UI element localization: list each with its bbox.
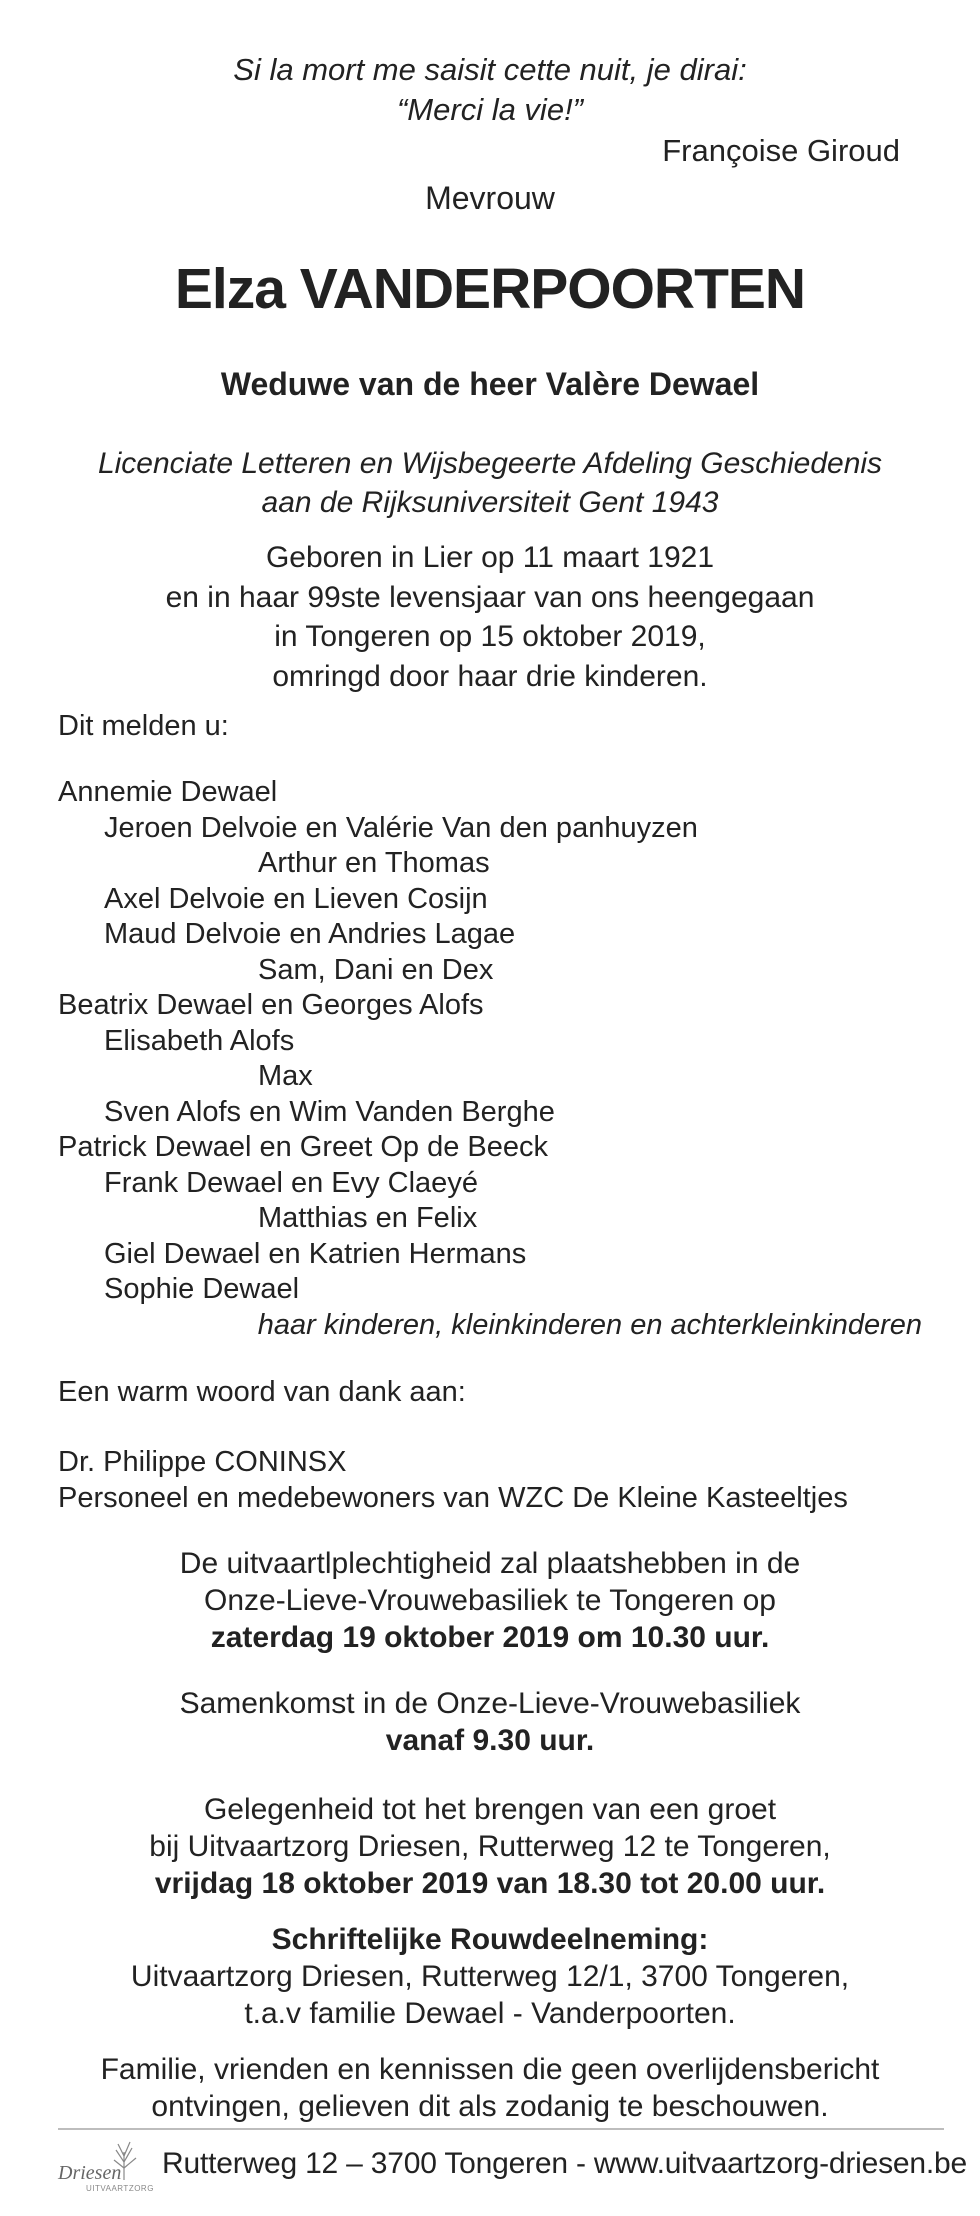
family-member: Patrick Dewael en Greet Op de Beeck	[58, 1131, 549, 1163]
family-member: Sophie Dewael	[104, 1273, 300, 1305]
birth-death-text	[0, 538, 980, 696]
family-list	[58, 775, 922, 1343]
quote-line-1: Si la mort me saisit cette nuit, je dirai:	[233, 52, 747, 87]
widow-line: Weduwe van de heer Valère Dewael	[220, 366, 760, 402]
thanks-intro: Een warm woord van dank aan:	[58, 1376, 466, 1408]
quote-author: Françoise Giroud	[662, 132, 900, 168]
family-closing: haar kinderen, kleinkinderen en achterkleinkinderen	[257, 1308, 922, 1341]
family-member: Arthur en Thomas	[258, 847, 490, 879]
ceremony-info	[0, 1546, 980, 1657]
announce-intro: Dit melden u:	[58, 710, 229, 742]
gathering-info	[0, 1686, 980, 1760]
born-line-2: en in haar 99ste levensjaar van ons heengegaan	[165, 580, 815, 614]
ceremony-line-1: De uitvaartlplechtigheid zal plaatshebben in de	[179, 1547, 801, 1580]
born-line-4: omringd door haar drie kinderen.	[272, 659, 708, 693]
viewing-line-1: Gelegenheid tot het brengen van een groet	[203, 1793, 777, 1826]
viewing-date: vrijdag 18 oktober 2019 van 18.30 tot 20.00 uur.	[154, 1866, 826, 1900]
family-member: Jeroen Delvoie en Valérie Van den panhuyzen	[104, 811, 698, 844]
notice-line-2: ontvingen, gelieven dit als zodanig te beschouwen.	[151, 2089, 829, 2123]
family-member: Sam, Dani en Dex	[258, 953, 494, 986]
family-member: Frank Dewael en Evy Claeyé	[104, 1166, 478, 1199]
family-member: Maud Delvoie en Andries Lagae	[104, 918, 516, 950]
footer-divider	[58, 2128, 944, 2130]
family-member: Axel Delvoie en Lieven Cosijn	[104, 882, 488, 915]
degree-line-1: Licenciate Letteren en Wijsbegeerte Afdeling Geschiedenis	[97, 447, 883, 480]
viewing-line-2: bij Uitvaartzorg Driesen, Rutterweg 12 te Tongeren,	[149, 1829, 831, 1863]
notice-text	[0, 2052, 980, 2126]
family-member: Sven Alofs en Wim Vanden Berghe	[104, 1095, 555, 1128]
salutation: Mevrouw	[425, 180, 555, 216]
thanks-list	[58, 1444, 848, 1517]
notice-line-1: Familie, vrienden en kennissen die geen overlijdensbericht	[100, 2053, 880, 2086]
condolence-title: Schriftelijke Rouwdeelneming:	[271, 1923, 709, 1956]
degree-text	[0, 444, 980, 522]
ceremony-date: zaterdag 19 oktober 2019 om 10.30 uur.	[210, 1620, 770, 1654]
family-member: Annemie Dewael	[58, 776, 278, 808]
quote-line-2: “Merci la vie!”	[396, 92, 583, 128]
born-line-3: in Tongeren op 15 oktober 2019,	[274, 620, 706, 654]
family-member: Matthias en Felix	[258, 1202, 478, 1234]
condolence-info	[0, 1922, 980, 2033]
funeral-home-logo	[58, 2140, 154, 2204]
family-member: Max	[258, 1060, 313, 1092]
condolence-line-1: Uitvaartzorg Driesen, Rutterweg 12/1, 3700 Tongeren,	[130, 1959, 850, 1993]
logo-brand: Driesen	[58, 2162, 122, 2184]
degree-line-2: aan de Rijksuniversiteit Gent 1943	[261, 486, 719, 519]
born-line-1: Geboren in Lier op 11 maart 1921	[265, 541, 715, 574]
opening-quote	[0, 50, 980, 171]
condolence-line-2: t.a.v familie Dewael - Vanderpoorten.	[244, 1996, 736, 2030]
family-member: Elisabeth Alofs	[104, 1024, 295, 1057]
thanks-line-1: Dr. Philippe CONINSX	[58, 1446, 347, 1478]
logo-subtitle: UITVAARTZORG	[86, 2184, 154, 2193]
viewing-info	[0, 1792, 980, 1903]
family-member: Beatrix Dewael en Georges Alofs	[58, 989, 484, 1021]
deceased-name: Elza VANDERPOORTEN	[174, 257, 806, 321]
thanks-line-2: Personeel en medebewoners van WZC De Kleine Kasteeltjes	[58, 1482, 848, 1515]
footer-address: Rutterweg 12 – 3700 Tongeren - www.uitvaartzorg-driesen.be	[162, 2147, 967, 2180]
gathering-line-1: Samenkomst in de Onze-Lieve-Vrouwebasiliek	[179, 1687, 801, 1720]
family-member: Giel Dewael en Katrien Hermans	[104, 1237, 527, 1270]
ceremony-line-2: Onze-Lieve-Vrouwebasiliek te Tongeren op	[203, 1583, 776, 1617]
gathering-time: vanaf 9.30 uur.	[385, 1723, 595, 1757]
